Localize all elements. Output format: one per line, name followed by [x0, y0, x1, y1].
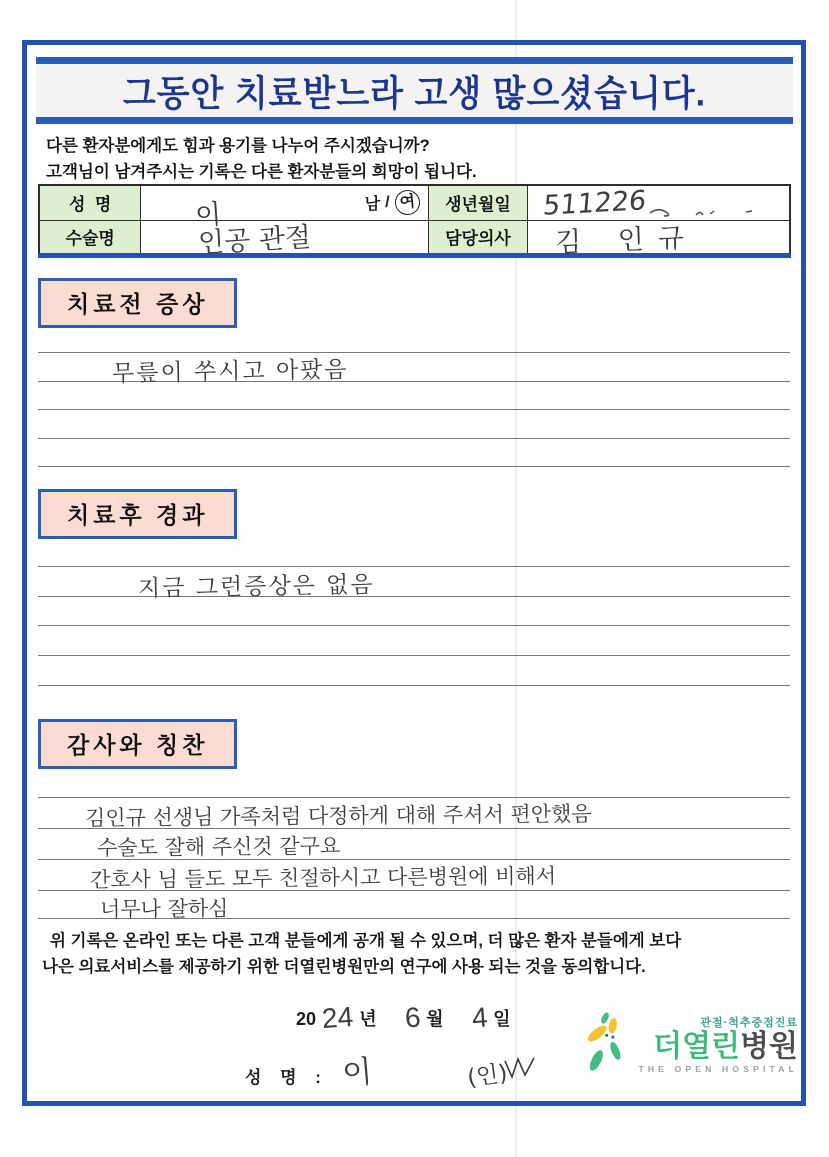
- handwritten-birthdate: 511226: [541, 185, 648, 222]
- signature-squiggle: [503, 1055, 537, 1081]
- handwritten-surgery: 인공 관절: [197, 222, 312, 259]
- logo-tagline: 관절·척추중점진료: [700, 1016, 798, 1029]
- intro-line-1: 다른 환자분에게도 힘과 용기를 나누어 주시겠습니까?: [46, 137, 430, 155]
- ruled-line: [38, 655, 790, 656]
- surgery-label-cell: 수술명: [39, 220, 141, 255]
- hospital-logo: [586, 1006, 798, 1082]
- intro-line-2: 고객님이 남겨주시는 기록은 다른 환자분들의 희망이 됩니다.: [46, 163, 477, 182]
- ruled-line: [38, 797, 790, 798]
- gender-separator: /: [385, 193, 390, 211]
- doctor-label-cell: 담당의사: [428, 220, 528, 255]
- handwritten-day: 4: [470, 1001, 489, 1034]
- logo-text-block: [638, 1014, 798, 1075]
- title-banner: [36, 57, 793, 124]
- handwritten-thanks-line-1: 김인규 선생님 가족처럼 다정하게 대해 주셔서 편안했음: [84, 801, 592, 831]
- ruled-line: [38, 352, 790, 353]
- gender-female-circled: 여: [393, 189, 420, 216]
- ruled-line: [38, 466, 790, 467]
- date-month-unit: 월: [426, 1009, 444, 1029]
- logo-brand-green: 더열린: [653, 1029, 741, 1063]
- signature-label: 성 명 :: [245, 1068, 328, 1087]
- signature-row: [245, 1047, 541, 1092]
- handwritten-doctor: 김 인규: [554, 222, 699, 259]
- name-value-cell: [141, 185, 428, 220]
- date-day-unit: 일: [493, 1009, 511, 1029]
- section-heading-thanks: 감사와 칭찬: [38, 719, 237, 769]
- logo-brand-dark: 병원: [740, 1029, 798, 1063]
- section-heading-before-treatment: 치료전 증상: [38, 278, 237, 328]
- gender-male: 남: [364, 196, 381, 214]
- ruled-line: [38, 438, 790, 439]
- handwritten-thanks-line-4: 너무나 잘하심: [99, 896, 229, 922]
- handwritten-thanks-line-3: 간호사 님 들도 모두 친절하시고 다른병원에 비해서: [89, 863, 557, 893]
- gender-choice: [149, 190, 419, 215]
- consent-line-2: 나은 의료서비스를 제공하기 위한 더열린병원만의 연구에 사용 되는 것을 동의합니다.: [42, 957, 646, 976]
- date-row: [296, 1000, 511, 1035]
- handwritten-thanks-line-2: 수술도 잘해 주신것 같구요: [96, 833, 341, 861]
- birth-label-cell: 생년월일: [428, 185, 528, 220]
- logo-brand: [653, 1031, 798, 1063]
- consent-paragraph: [42, 929, 794, 980]
- name-label-cell: 성 명: [39, 185, 141, 220]
- signature-seal: (인): [465, 1060, 510, 1092]
- handwritten-progress: 지금 그런증상은 없음: [137, 571, 375, 603]
- ruled-line: [38, 625, 790, 626]
- intro-paragraph: [46, 133, 766, 186]
- hospital-logo-icon: [586, 1006, 634, 1082]
- handwritten-month: 6: [403, 1001, 422, 1034]
- ruled-line: [38, 409, 790, 410]
- handwritten-symptoms: 무릎이 쑤시고 아팠음: [111, 356, 349, 388]
- ruled-line: [38, 566, 790, 567]
- handwritten-signature-name: 이: [340, 1053, 374, 1093]
- ruled-line: [38, 685, 790, 686]
- date-century: 20: [296, 1009, 317, 1029]
- form-title: 그동안 치료받느라 고생 많으셨습니다.: [122, 74, 707, 115]
- date-year-unit: 년: [359, 1009, 377, 1029]
- section-heading-after-treatment: 치료후 경과: [38, 489, 237, 539]
- logo-subtitle: THE OPEN HOSPITAL: [638, 1064, 798, 1075]
- handwritten-year: 24: [320, 1000, 355, 1035]
- handwritten-name: 이: [194, 199, 223, 232]
- consent-line-1: 위 기록은 온라인 또는 다른 고객 분들에게 공개 될 수 있으며, 더 많은 환자 분들에게 보다: [50, 932, 682, 950]
